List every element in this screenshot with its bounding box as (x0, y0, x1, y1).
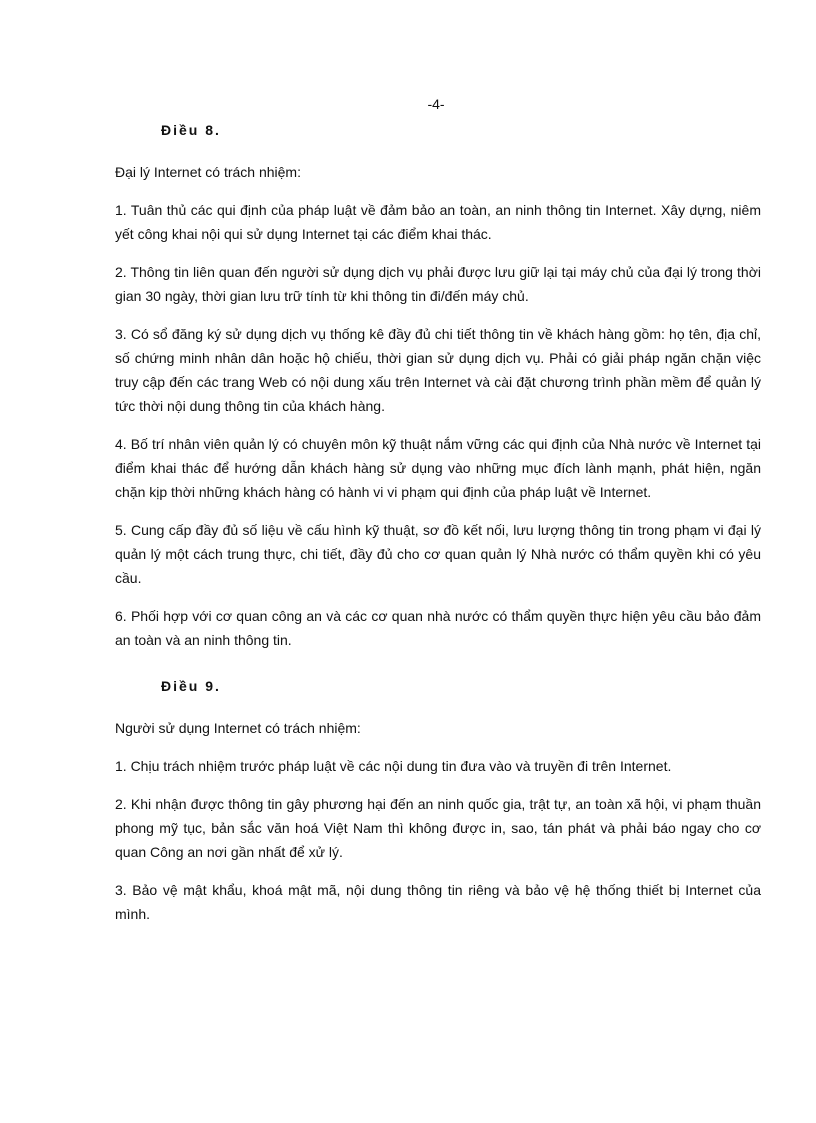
article-item: 4. Bố trí nhân viên quản lý có chuyên môn kỹ thuật nắm vững các qui định của Nhà nước về Internet tại điểm khai thác để hướng dẫn khách hàng sử dụng vào những mục đích lành mạnh, phát hiện, ngăn chặn kịp thời những khách hàng có hành vi vi phạm qui định của pháp luật về Internet. (115, 436, 761, 500)
article-heading: Điều 9. (161, 678, 221, 694)
document-body (115, 118, 761, 940)
article-8 (115, 118, 761, 652)
article-9 (115, 674, 761, 926)
article-item: 5. Cung cấp đầy đủ số liệu về cấu hình kỹ thuật, sơ đồ kết nối, lưu lượng thông tin trong phạm vi đại lý quản lý một cách trung thực, chi tiết, đầy đủ cho cơ quan quản lý Nhà nước có thẩm quyền khi có yêu cầu. (115, 522, 761, 586)
article-intro: Người sử dụng Internet có trách nhiệm: (115, 720, 361, 736)
article-item: 3. Bảo vệ mật khẩu, khoá mật mã, nội dung thông tin riêng và bảo vệ hệ thống thiết bị Internet của mình. (115, 882, 761, 922)
page-number: -4- (427, 96, 445, 112)
article-item: 6. Phối hợp với cơ quan công an và các cơ quan nhà nước có thẩm quyền thực hiện yêu cầu bảo đảm an toàn và an ninh thông tin. (115, 608, 761, 648)
article-item: 1. Chịu trách nhiệm trước pháp luật về các nội dung tin đưa vào và truyền đi trên Internet. (115, 758, 672, 774)
article-intro: Đại lý Internet có trách nhiệm: (115, 164, 301, 180)
article-item: 2. Khi nhận được thông tin gây phương hại đến an ninh quốc gia, trật tự, an toàn xã hội, vi phạm thuần phong mỹ tục, bản sắc văn hoá Việt Nam thì không được in, sao, tán phát và phải báo ngay cho cơ quan Công an nơi gần nhất để xử lý. (115, 796, 761, 860)
article-item: 3. Có sổ đăng ký sử dụng dịch vụ thống kê đầy đủ chi tiết thông tin về khách hàng gồm: họ tên, địa chỉ, số chứng minh nhân dân hoặc hộ chiếu, thời gian sử dụng dịch vụ. Phải có giải pháp ngăn chặn việc truy cập đến các trang Web có nội dung xấu trên Internet và cài đặt chương trình phần mềm để quản lý tức thời nội dung thông tin của khách hàng. (115, 326, 761, 414)
article-heading: Điều 8. (161, 122, 221, 138)
article-item: 2. Thông tin liên quan đến người sử dụng dịch vụ phải được lưu giữ lại tại máy chủ của đại lý trong thời gian 30 ngày, thời gian lưu trữ tính từ khi thông tin đi/đến máy chủ. (115, 264, 761, 304)
article-item: 1. Tuân thủ các qui định của pháp luật về đảm bảo an toàn, an ninh thông tin Internet. Xây dựng, niêm yết công khai nội qui sử dụng Internet tại các điểm khai thác. (115, 202, 761, 242)
